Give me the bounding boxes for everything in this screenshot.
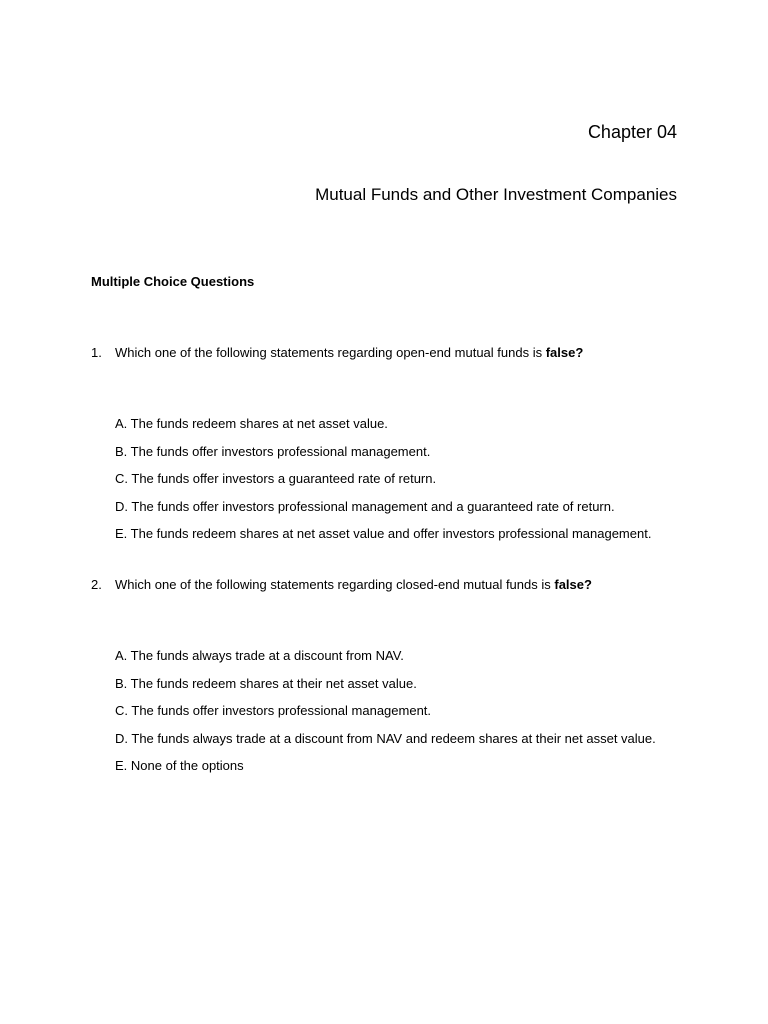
question-emphasis: false?: [554, 577, 592, 592]
question-text: [115, 577, 592, 593]
answer-option-a: A. The funds always trade at a discount from NAV.: [115, 648, 404, 663]
chapter-label: Chapter 04: [587, 122, 677, 142]
answer-options: [115, 416, 691, 542]
section-heading: Multiple Choice Questions: [91, 274, 255, 289]
answer-option-c: C. The funds offer investors a guaranteed rate of return.: [115, 471, 437, 486]
question-prompt: Which one of the following statements regarding open-end mutual funds is: [115, 345, 546, 360]
question-2: [91, 577, 691, 786]
question-stem: [91, 345, 691, 361]
question-number: 1.: [91, 345, 102, 360]
answer-option-d: D. The funds always trade at a discount from NAV and redeem shares at their net asset value.: [115, 730, 656, 746]
answer-option-b: B. The funds offer investors professional management.: [115, 443, 431, 459]
answer-option-a: A. The funds redeem shares at net asset value.: [115, 416, 388, 431]
answer-option-e: E. The funds redeem shares at net asset value and offer investors professional management.: [115, 526, 652, 541]
answer-option-e: E. None of the options: [115, 758, 244, 773]
chapter-title: Mutual Funds and Other Investment Companies: [315, 185, 677, 204]
answer-option-d: D. The funds offer investors professional management and a guaranteed rate of return.: [115, 498, 615, 514]
answer-option-b: B. The funds redeem shares at their net asset value.: [115, 675, 417, 691]
question-1: [91, 345, 691, 554]
question-text: [115, 345, 583, 361]
question-number: 2.: [91, 577, 102, 592]
question-emphasis: false?: [545, 345, 584, 360]
question-prompt: Which one of the following statements regarding closed-end mutual funds is: [115, 577, 555, 592]
question-stem: [91, 577, 691, 593]
answer-option-c: C. The funds offer investors professional management.: [115, 703, 432, 718]
answer-options: [115, 648, 691, 774]
